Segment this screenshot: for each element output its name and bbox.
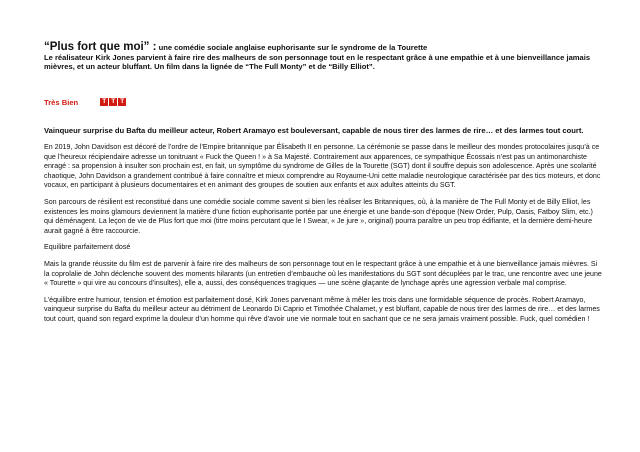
- article-body: [44, 126, 604, 332]
- section-subheading: Equilibre parfaitement dosé: [44, 243, 131, 252]
- headline: [44, 43, 604, 53]
- rating-label: Très Bien: [44, 97, 79, 107]
- headline-subtitle: une comédie sociale anglaise euphorisante sur le syndrome de la Tourette: [156, 43, 428, 52]
- article-header: [44, 43, 604, 72]
- body-paragraph: L’équilibre entre humour, tension et émotion est parfaitement dosé, Kirk Jones parvenant même à mêler les trois dans une formidable séquence de procès. Robert Aramayo, vainqueur surprise du Bafta du meilleur acteur au détriment de Leonardo Di Caprio et Timothée Chalamet, y est bluffant, capable de nous tirer des larmes de rire… et des larmes tout court, quand son regard exprime la douleur d’un homme qui rêve d’avoir une vie normale tout en sachant que ce ne sera jamais vraiment possible. Fuck, quel comédien !: [44, 295, 600, 323]
- ttt-rating-icon: [100, 98, 126, 106]
- headline-title: “Plus fort que moi” :: [44, 41, 157, 53]
- rating-mark: T: [118, 98, 126, 106]
- body-paragraph: Mais la grande réussite du film est de parvenir à faire rire des malheurs de son personnage tout en le respectant grâce à une empathie et à une bienveillance jamais mièvres. Si la coprolalie de John déclenche souvent des moments hilarants (un entretien d’embauche où les manifestations du SGT sont décuplées par le trac, une rencontre avec une jeune « Tourette » qui vire au concours d’insultes), elle a, aussi, des conséquences tragiques — une scène glaçante de lynchage après une agression verbale mal comprise.: [44, 259, 602, 288]
- rating-row: [44, 96, 126, 108]
- rating-mark: T: [100, 98, 108, 106]
- body-paragraph: Son parcours de résilient est reconstitué dans une comédie sociale comme savent si bien les réaliser les Britanniques, où, à la manière de The Full Monty et de Billy Elliot, les existences les moins glamours deviennent la matière d’une fiction euphorisante portée par une énergie et une bande-son d’époque (New Order, Pulp, Oasis, Fatboy Slim, etc.) qui déménagent. La leçon de vie de Plus fort que moi (titre moins percutant que le I Swear, « Je jure », original) pourra paraître un peu trop édifiante, et la dernière demi-heure aurait gagné à être raccourcie.: [44, 197, 593, 235]
- rating-mark: T: [109, 98, 117, 106]
- intro-paragraph: Vainqueur surprise du Bafta du meilleur acteur, Robert Aramayo est bouleversant, capable de nous tirer des larmes de rire… et des larmes tout court.: [44, 126, 584, 135]
- body-paragraph: En 2019, John Davidson est décoré de l’ordre de l’Empire britannique par Élisabeth II en personne. La cérémonie se passe dans le meilleur des mondes protocolaires jusqu’à ce que l’heureux récipiendaire adresse un tonitruant « Fuck the Queen ! » à Sa Majesté. Contrairement aux apparences, ce sympathique Écossais n’est pas un antimonarchiste enragé : sa propension à insulter son prochain est, en fait, un symptôme du syndrome de Gilles de la Tourette (SGT) dont il souffre depuis son adolescence. Après une scolarité chaotique, John Davidson a grandement contribué à faire connaître et mieux comprendre au Royaume-Uni cette maladie neurologique caractérisée par des tics moteurs, et donc vocaux, en participant à plusieurs documentaires et en animant des groupes de soutien aux enfants et aux adultes atteints du SGT.: [44, 143, 601, 190]
- lede: Le réalisateur Kirk Jones parvient à faire rire des malheurs de son personnage tout en le respectant grâce à une empathie et à une bienveillance jamais mièvres, et un acteur bluffant. Un film dans la lignée de “The Full Monty” et de “Billy Elliot”.: [44, 52, 591, 72]
